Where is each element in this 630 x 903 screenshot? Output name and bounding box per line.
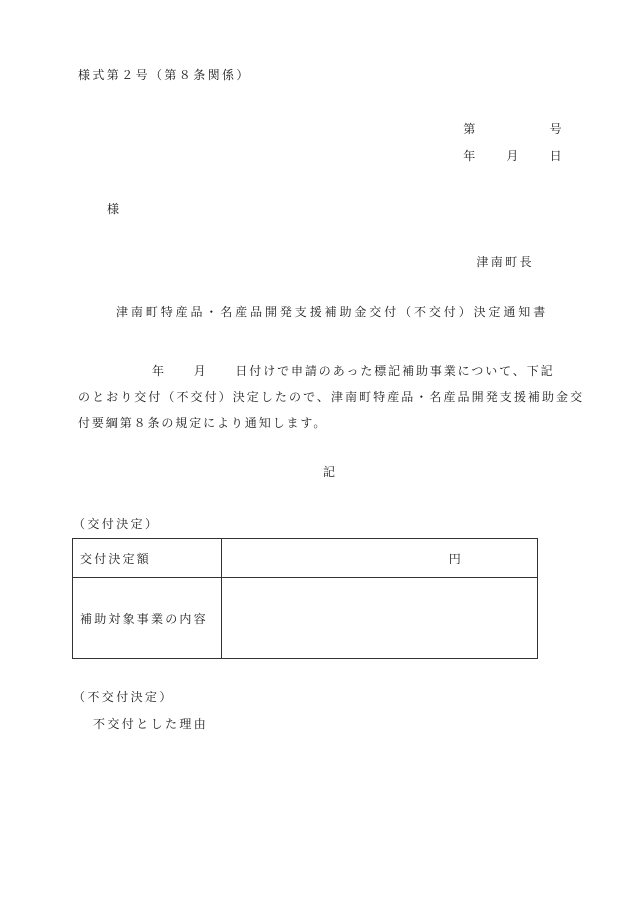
document-title: 津南町特産品・名産品開発支援補助金交付（不交付）決定通知書: [116, 305, 549, 319]
document-date: 年 月 日: [463, 149, 564, 163]
nongrant-section-heading: （不交付決定）: [73, 690, 174, 704]
table-row: [73, 578, 538, 659]
document-number: 第 号: [463, 122, 564, 136]
ki-heading: 記: [323, 465, 338, 479]
form-label: 様式第２号（第８条関係）: [78, 68, 251, 82]
body-first-line: 年 月 日付けで申請のあった標記補助事業について、下記: [152, 364, 555, 378]
grant-section-heading: （交付決定）: [73, 517, 160, 531]
grant-amount-label: 交付決定額: [73, 539, 222, 578]
grant-amount-value: 円: [222, 539, 538, 578]
project-content-label: 補助対象事業の内容: [73, 578, 222, 659]
addressee: 様: [107, 202, 122, 216]
project-content-value: [222, 578, 538, 659]
table-row: [73, 539, 538, 578]
body-paragraph: [78, 358, 584, 436]
grant-table: [72, 538, 538, 659]
body-remaining-text: のとおり交付（不交付）決定したので、津南町特産品・名産品開発支援補助金交付要綱第８条の規定により通知します。: [78, 390, 584, 430]
nongrant-reason-label: 不交付とした理由: [93, 717, 209, 731]
sender: 津南町長: [476, 255, 534, 269]
